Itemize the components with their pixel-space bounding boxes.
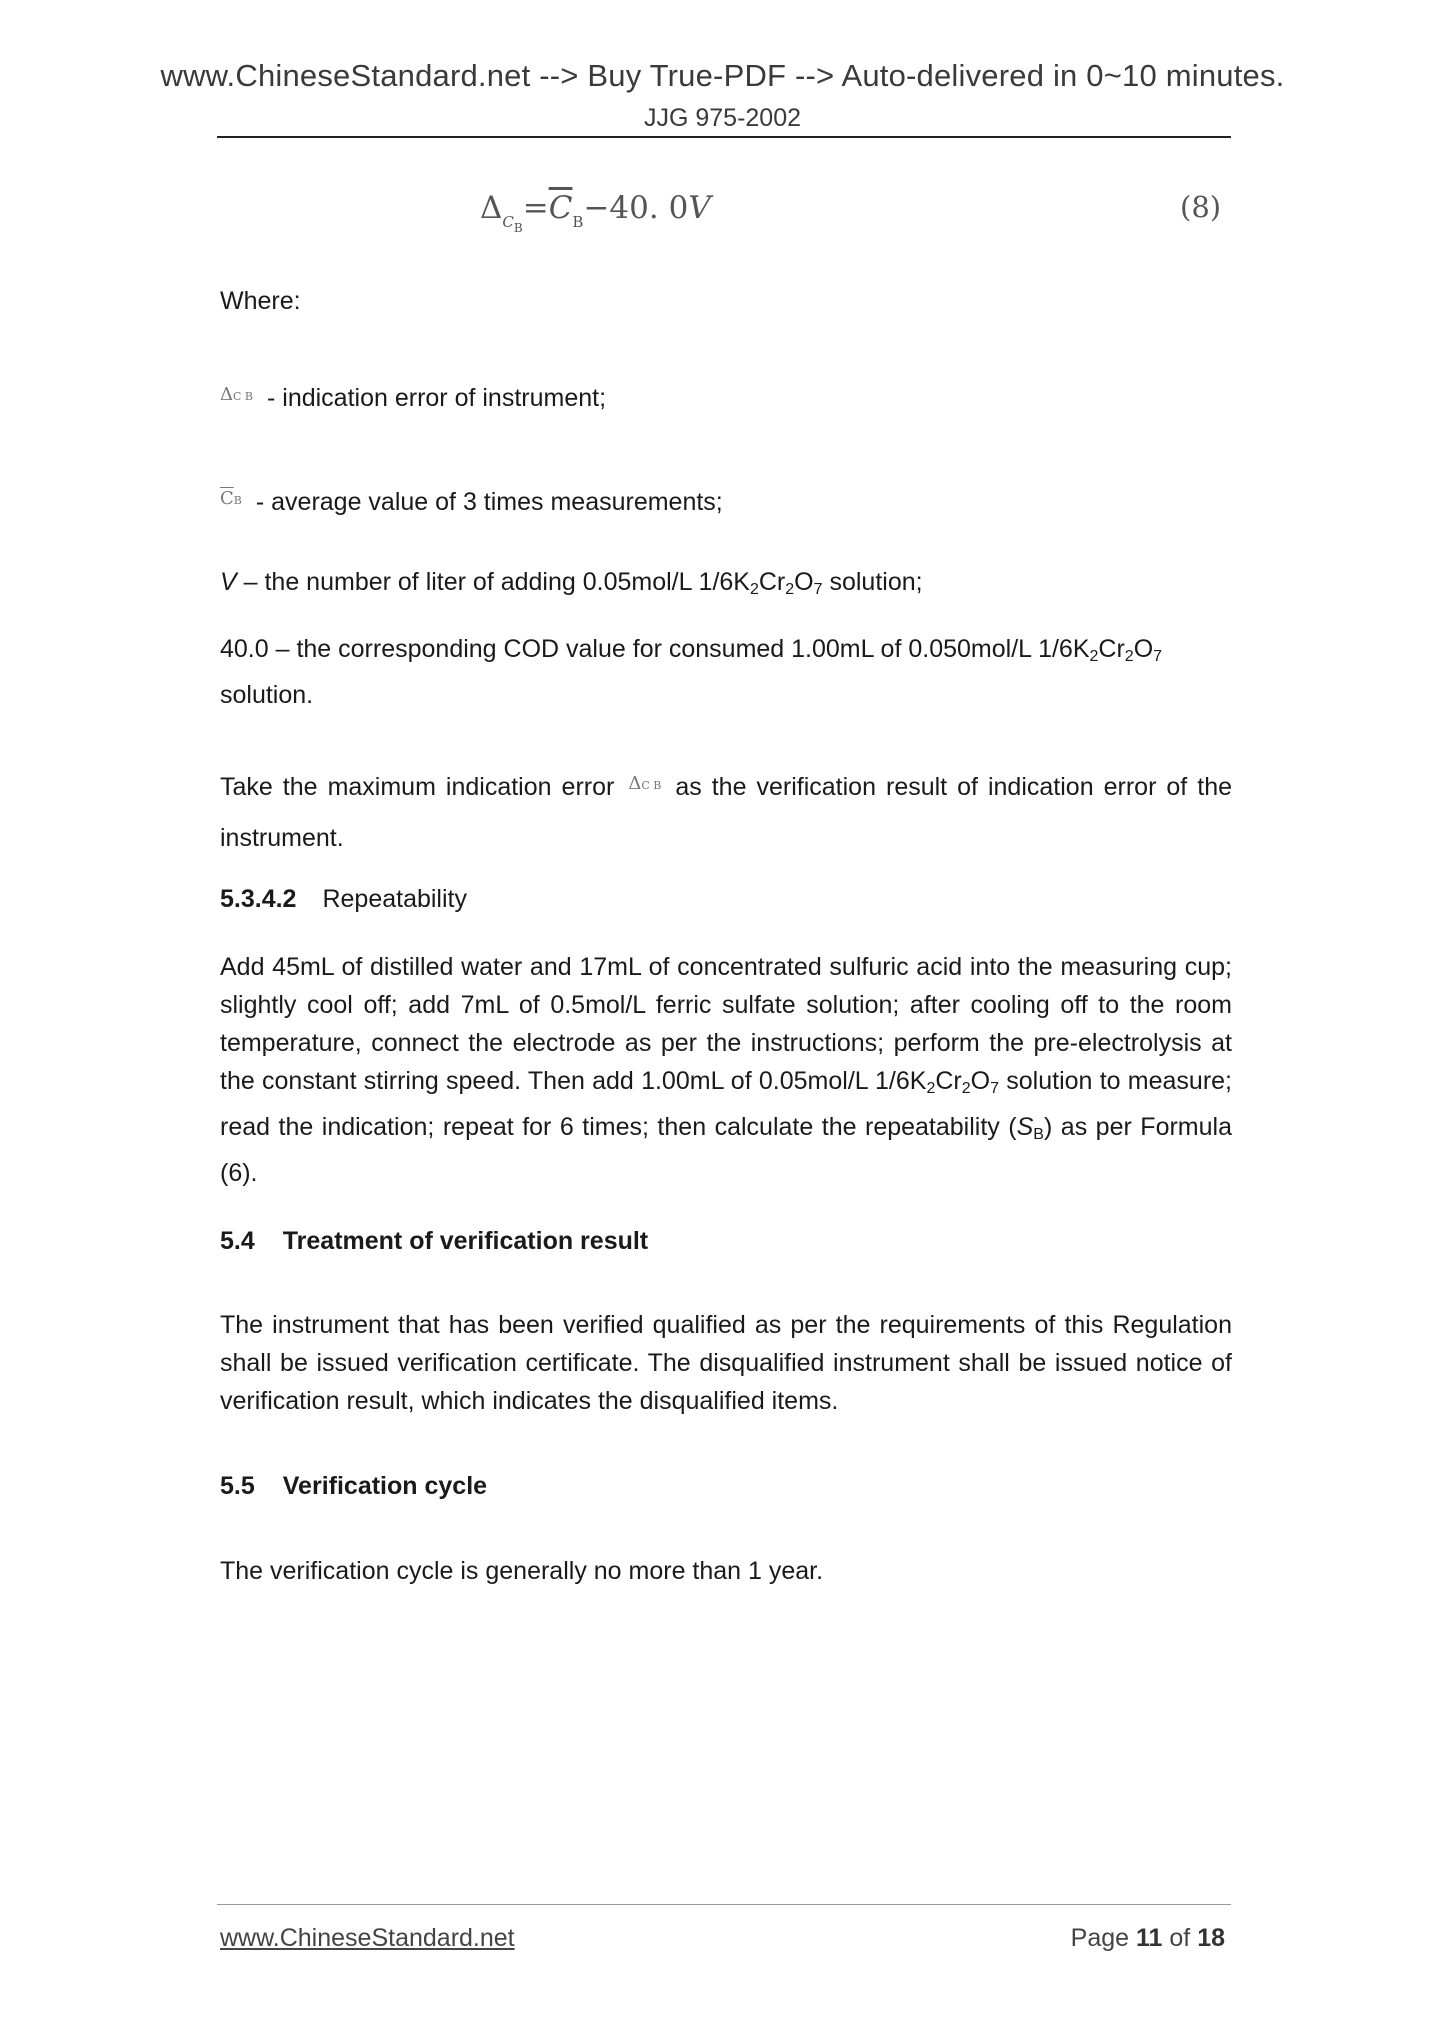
cb-symbol-sub: B: [233, 494, 242, 507]
cod-text-c: O: [1133, 635, 1154, 663]
repeatability-paragraph: [220, 948, 1232, 1192]
section-5-4-heading: [220, 1222, 1232, 1260]
repeat-sub-2: 2: [961, 1080, 971, 1097]
cod-sub-2: 2: [1124, 648, 1134, 665]
header-divider: [217, 136, 1231, 138]
repeat-text-b: Cr: [935, 1067, 962, 1095]
v-text-c: O: [794, 568, 814, 596]
v-text-b: Cr: [758, 568, 786, 596]
take-text-after: as the verification result of indication error of the instrument.: [220, 773, 1233, 852]
repeat-sb-sub: B: [1033, 1126, 1044, 1143]
section-5-5-title: Verification cycle: [282, 1472, 488, 1500]
definition-cb-text: - average value of 3 times measurements;: [255, 488, 723, 516]
formula-c-bar: $\overline{C}$: [548, 190, 573, 226]
section-5-4-title: Treatment of verification result: [282, 1227, 649, 1255]
definition-delta-text: - indication error of instrument;: [267, 384, 607, 412]
formula-delta: Δ: [480, 190, 503, 226]
cod-text-a: 40.0 – the corresponding COD value for consumed 1.00mL of 0.050mol/L 1/6K: [220, 635, 1090, 663]
cod-sub-3: 7: [1153, 648, 1163, 665]
page-current: 11: [1135, 1924, 1163, 1952]
formula-8: [480, 190, 711, 235]
formula-rhs: −40. 0: [583, 190, 689, 226]
definition-delta: [220, 376, 1232, 417]
formula-sub-b: B: [513, 221, 523, 235]
delta-symbol-glyph: Δ: [220, 384, 233, 405]
take-max-paragraph: [220, 758, 1232, 864]
cod-sub-1: 2: [1089, 648, 1099, 665]
delta-cb-inline-symbol: [628, 758, 661, 811]
formula-v: V: [688, 190, 711, 226]
cb-bar-symbol: [220, 480, 242, 520]
section-5-4-number: 5.4: [220, 1227, 255, 1255]
repeat-text-c: O: [970, 1067, 991, 1095]
cod-text-b: Cr: [1098, 635, 1125, 663]
section-5-3-4-2-number: 5.3.4.2: [220, 885, 297, 913]
section-5-3-4-2-title: Repeatability: [322, 885, 467, 913]
v-text-a: – the number of liter of adding 0.05mol/L 1/6K: [236, 568, 750, 596]
repeat-text-e: ) as per Formula (6).: [220, 1113, 1232, 1187]
footer-page-number: [1071, 1924, 1225, 1953]
repeat-sub-1: 2: [926, 1080, 936, 1097]
take-text-before: Take the maximum indication error: [220, 773, 615, 801]
repeat-sub-3: 7: [990, 1080, 1000, 1097]
footer-site-link[interactable]: www.ChineseStandard.net: [220, 1924, 515, 1952]
v-text-d: solution;: [822, 568, 923, 596]
where-label: Where:: [220, 287, 301, 315]
formula-sub-c: C: [502, 213, 514, 231]
take-symbol-glyph: Δ: [628, 773, 642, 794]
repeat-text-d: solution to measure; read the indication; repeat for 6 times; then calculate the repeatability (: [220, 1067, 1233, 1141]
definition-v: [220, 563, 1232, 609]
v-variable: V: [220, 568, 237, 596]
cb-symbol-glyph: $\overline{C}$: [220, 488, 234, 509]
page-of: of: [1169, 1924, 1191, 1952]
delta-cb-symbol: [220, 376, 253, 416]
section-5-4-paragraph: The instrument that has been verified qualified as per the requirements of this Regulation shall be issued verification certificate. The disqualified instrument shall be issued notice of verification result, which indicates the disqualified items.: [220, 1311, 1232, 1415]
v-sub-3: 7: [813, 581, 823, 598]
page-label: Page: [1070, 1924, 1130, 1952]
formula-c-bar-sub: B: [572, 213, 584, 231]
section-5-5-paragraph: The verification cycle is generally no more than 1 year.: [220, 1557, 824, 1585]
definition-cb: [220, 480, 1232, 521]
repeat-text-a: Add 45mL of distilled water and 17mL of concentrated sulfuric acid into the measuring cup; slightly cool off; add 7mL of 0.5mol/L ferric sulfate solution; after cooling off to the room temperature, connect the electrode as per the instructions; perform the pre-electrolysis at the constant stirring speed. Then add 1.00mL of 0.05mol/L 1/6K: [220, 953, 1232, 1095]
delta-symbol-sub: C B: [233, 390, 253, 403]
repeat-sb: S: [1016, 1113, 1034, 1141]
standard-code: JJG 975-2002: [643, 104, 802, 132]
formula-number: (8): [1180, 190, 1222, 224]
header-banner: www.ChineseStandard.net --> Buy True-PDF --> Auto-delivered in 0~10 minutes.: [160, 58, 1285, 93]
v-sub-2: 2: [785, 581, 795, 598]
cod-text-d: solution.: [220, 681, 314, 709]
section-5-5-heading: [220, 1467, 1232, 1505]
section-5-5-number: 5.5: [220, 1472, 255, 1500]
definition-cod: [220, 630, 1232, 714]
section-5-3-4-2-heading: [220, 880, 1232, 918]
take-symbol-sub: C B: [641, 779, 662, 792]
footer-divider: [217, 1904, 1231, 1905]
v-sub-1: 2: [749, 581, 759, 598]
formula-equals: =: [522, 190, 549, 226]
page-total: 18: [1197, 1924, 1225, 1952]
